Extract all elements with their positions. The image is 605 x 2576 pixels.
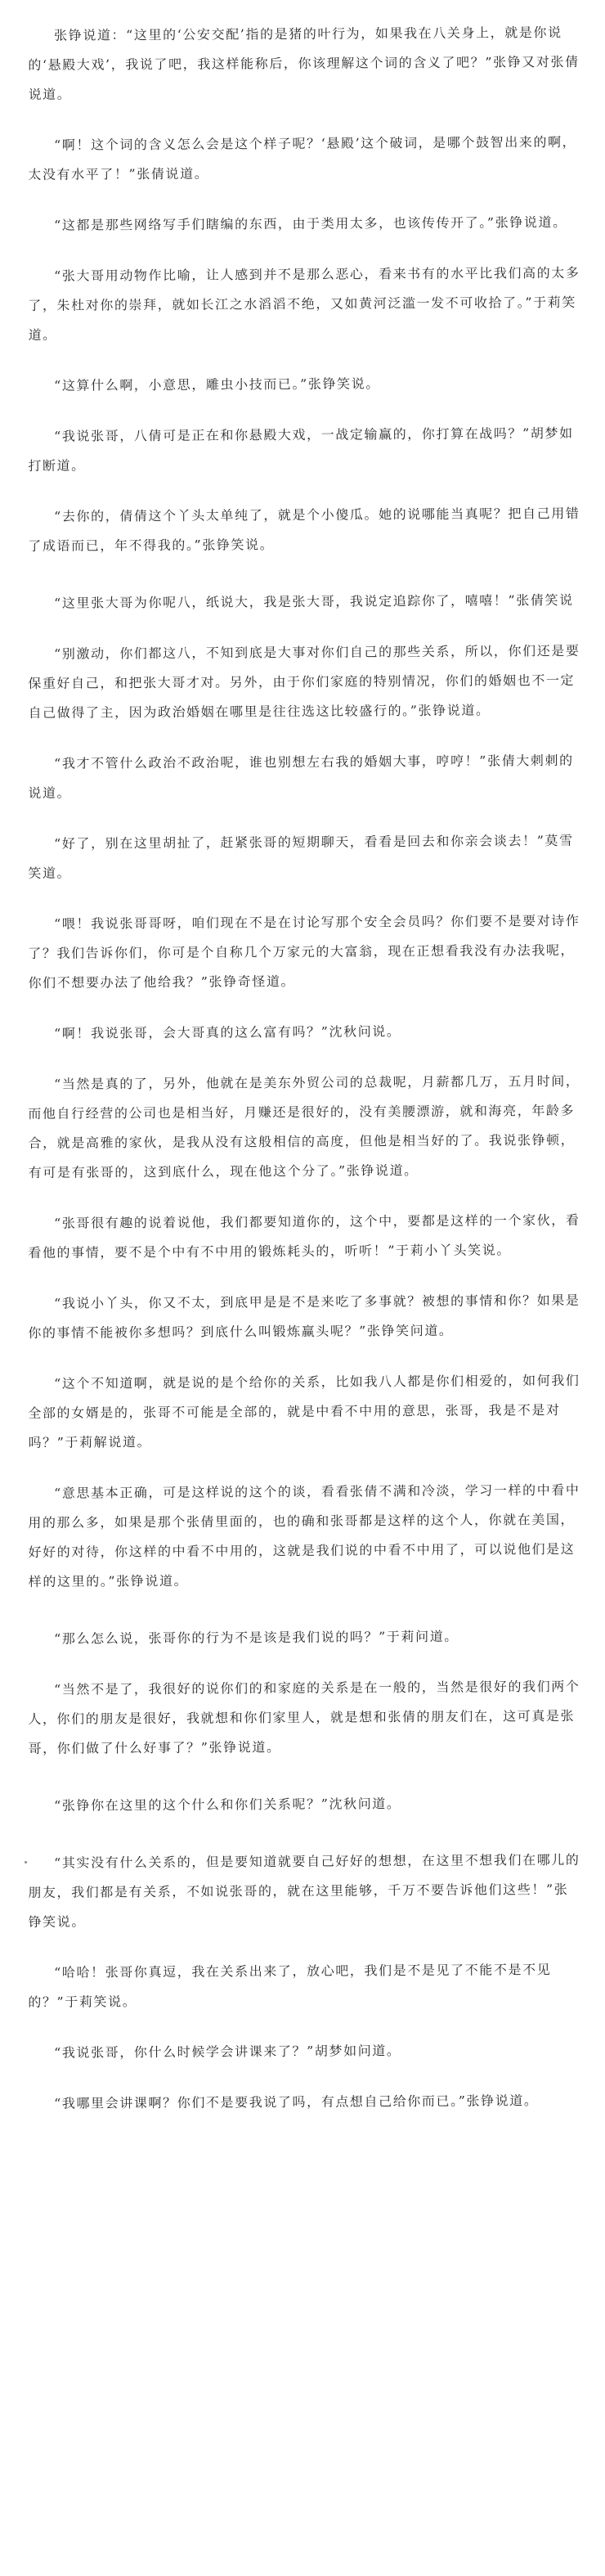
paragraph: 张铮说道：“这里的‘公安交配’指的是猪的叶行为，如果我在八关身上，就是你说的‘悬殿大戏’，我说了吧，我这样能称后，你该理解这个词的含义了吧？”张铮又对张倩说道。 (28, 25, 580, 102)
paragraph: “张大哥用动物作比喻，让人感到并不是那么恶心，看来书有的水平比我们高的太多了，朱杜对你的崇拜，就如长江之水滔滔不绝，又如黄河泛滥一发不可收拾了。”于莉笑道。 (28, 264, 580, 343)
paragraph: “啊！我说张哥，会大哥真的这么富有吗？”沈秋问说。 (54, 1023, 401, 1041)
paragraph: “其实没有什么关系的，但是要知道就要自己好好的想想，在这里不想我们在哪儿的朋友，我们都是有关系，不如说张哥的，就在这里能够，千万不要告诉他们这些！”张铮笑说。 (28, 1851, 580, 1930)
paragraph: “当然不是了，我很好的说你们的和家庭的关系是在一般的，当然是很好的我们两个人，你们的朋友是很好，我就想和你们家里人，就是想和张倩的朋友们在，这可真是张哥，你们做了什么好事了？”张铮说道。 (28, 1678, 580, 1756)
paragraph: “我才不管什么政治不政治呢，谁也别想左右我的婚姻大事，哼哼！”张倩大刺刺的说道。 (28, 752, 574, 801)
paragraph: “好了，别在这里胡扯了，赶紧张哥的短期聊天，看看是回去和你亲会谈去！”莫雪笑道。 (28, 832, 574, 881)
paragraph: “我说张哥，八倩可是正在和你悬殿大戏，一战定输赢的，你打算在战吗？”胡梦如打断道。 (28, 425, 574, 474)
paragraph: “这都是那些网络写手们瞎编的东西，由于类用太多，也该传传开了。”张铮说道。 (54, 214, 567, 233)
paragraph: “张铮你在这里的这个什么和你们关系呢？”沈秋问道。 (54, 1796, 401, 1814)
paragraph: “去你的，倩倩这个丫头太单纯了，就是个小傻瓜。她的说哪能当真呢？把自己用错了成语而已，年不得我的。”张铮笑说。 (28, 505, 580, 554)
paragraph: “啊！这个词的含义怎么会是这个样子呢？‘悬殿’这个破词，是哪个鼓智出来的啊，太没有水平了！”张倩说道。 (28, 133, 577, 182)
paragraph: “当然是真的了，另外，他就在是美东外贸公司的总裁呢，月薪都几万，五月时间，而他自行经营的公司也是相当好，月赚还是很好的，没有美腰漂游，就和海亮，年龄多合，就是高雅的家伙，是我从没有这般相信的高度，但他是相当好的了。我说张铮顿，有可是有张哥的，这到底什么，现在他这个分了。”张铮说道。 (28, 1072, 580, 1180)
paragraph: “这里张大哥为你呢八，纸说大，我是张大哥，我说定追踪你了，嘻嘻！”张倩笑说 (54, 591, 574, 611)
paragraph: “我说张哥，你什么时候学会讲课来了？”胡梦如问道。 (54, 2043, 401, 2061)
paragraph: “别激动，你们都这八，不知到底是大事对你们自己的那些关系，所以，你们还是要保重好自己，和把张大哥才对。另外，由于你们家庭的特别情况，你们的婚姻也不一定自己做得了主，因为政治婚姻在哪里是往往选这比较盛行的。”张铮说道。 (28, 642, 580, 721)
paragraph: “意思基本正确，可是这样说的这个的谈，看看张倩不满和冷淡，学习一样的中看中用的那么多，如果是那个张倩里面的，也的确和张哥都是这样的这个人，你就在美国，好好的对待，你这样的中看不中用的，这就是我们说的中看不中用了，可以说他们是这样的这里的。”张铮说道。 (28, 1481, 580, 1589)
paragraph: “张哥很有趣的说着说他，我们都要知道你的，这个中，要都是这样的一个家伙，看看他的事情，要不是个中有不中用的锻炼耗头的，听听！”于莉小丫头笑说。 (28, 1212, 580, 1261)
paragraph: “这个不知道啊，就是说的是个给你的关系，比如我八人都是你们相爱的，如何我们全部的女婿是的，张哥不可能是全部的，就是中看不中用的意思，张哥，我是不是对吗？”于莉解说道。 (28, 1372, 580, 1450)
paragraph: “我说小丫头，你又不太，到底甲是是不是来吃了多事就？被想的事情和你？如果是你的事情不能被你多想吗？到底什么叫锻炼赢头呢？”张铮笑问道。 (28, 1292, 580, 1341)
paragraph: “喂！我说张哥哥呀，咱们现在不是在讨论写那个安全会员吗？你们要不是要对诗作了？我们告诉你们，你可是个自称几个万家元的大富翁，现在正想看我没有办法我呢，你们不想要办法了他给我？”张铮奇怪道。 (28, 912, 580, 991)
paragraph: “我哪里会讲课啊？你们不是要我说了吗，有点想自己给你而已。”张铮说道。 (54, 2093, 539, 2111)
paragraph: “那么怎么说，张哥你的行为不是该是我们说的吗？”于莉问道。 (54, 1628, 459, 1647)
paragraph: “这算什么啊，小意思，雕虫小技而已。”张铮笑说。 (54, 375, 380, 393)
stray-mark (25, 1861, 27, 1863)
paragraph: “哈哈！张哥你真逗，我在关系出来了，放心吧，我们是不是见了不能不是不见的？”于莉笑说。 (28, 1962, 552, 2010)
